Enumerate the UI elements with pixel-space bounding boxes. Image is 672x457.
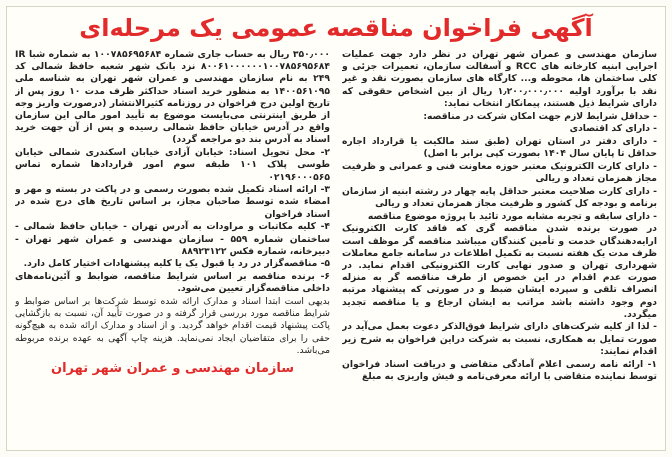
left-column — [15, 49, 330, 444]
tender-notice — [6, 6, 666, 451]
paragraph: در صورت برنده شدن مناقصه گری که فاقد کارت الکترونیک ارایه‌دهندگان خدمت و تأمین کنندگان میباشد مناقصه گر موظف است ظرف مدت یک هفته نسبت به تکمیل اطلاعات در سامانه جامع معاملات شهرداری تهران و صدور نهایی کارت الکترونیکی اقدام نماید. در صورت عدم اقدام در این خصوص از طرف مناقصه گر به منزله انصراف تلقی و سپرده ایشان ضبط و در صورتی که پیشنهاد مرتبه دوم وجود داشته باشد مراتب به ایشان ارجاع و یا مناقصه تجدید میگردد. — [342, 223, 657, 320]
paragraph: - دارای دفتر در استان تهران (طبق سند مالکیت یا قرارداد اجاره حداقل تا پایان سال ۱۴۰۴ بصورت کپی برابر با اصل) — [342, 135, 657, 160]
paragraph: - لذا از کلیه شرکت‌های دارای شرایط فوق‌الذکر دعوت بعمل می‌آید در صورت تمایل به همکاری، نسبت به شرکت دراین فراخوان به شرح زیر اقدام نمایند: — [342, 321, 657, 357]
notice-title: آگهی فراخوان مناقصه عمومی یک مرحله‌ای — [79, 14, 593, 42]
paragraph: ۱- ارائه نامه رسمی اعلام آمادگی متقاضی و دریافت اسناد فراخوان توسط نماینده متقاضی با ارائه معرفی‌نامه و فیش واریزی به مبلغ — [342, 358, 657, 382]
paragraph: - دارای کارت صلاحیت معتبر حداقل پایه چهار در رشته ابنیه از سازمان برنامه و بودجه کل کشور و ظرفیت مجاز همزمان تعداد و ریالی — [342, 185, 657, 209]
signature: سازمان مهندسی و عمران شهر تهران — [50, 361, 295, 377]
paragraph: - حداقل شرایط لازم جهت امکان شرکت در مناقصه: — [423, 110, 657, 122]
paragraph: بدیهی است ابتدا اسناد و مدارک ارائه شده توسط شرکت‌ها بر اساس ضوابط و شرایط مناقصه مورد بررسی قرار گرفته و در صورت تأیید آن، نسبت به بازگشایی پاکت پیشنهاد قیمت اقدام خواهد گردید. و از اسناد و مدارک ارائه شده به هیچ‌گونه حقی را برای متقاضیان ایجاد نمی‌نماید. هزینه چاپ آگهی به عهده برنده مربوطه می‌باشد. — [15, 296, 330, 356]
right-column — [342, 49, 657, 444]
notice-body — [15, 49, 657, 444]
paragraph: سازمان مهندسی و عمران شهر تهران در نظر دارد جهت عملیات اجرایی ابنیه کارخانه های RCC و آسفالت سازمان، تعمیرات جزئی و کلی ساختمان ها، محوطه و... کارگاه های سازمان بصورت نقد و غیر نقد با برآورد اولیه ۱٫۲۰۰٫۰۰۰٫۰۰۰ ریال از بین اشخاص حقوقی که دارای شرایط ذیل هستند، پیمانکار انتخاب نماید: — [342, 49, 657, 109]
paragraph: ۴- کلیه مکاتبات و مراودات به آدرس تهران - خیابان حافظ شمالی - ساختمان شماره ۵۵۹ - سازمان مهندسی و عمران شهر تهران - دبیرخانه، شماره فکس ۸۸۹۲۳۱۲۲ — [15, 221, 330, 257]
paragraph: ۵- مناقصه‌گزار در رد یا قبول یک یا کلیه پیشنهادات اختیار کامل دارد. — [23, 258, 330, 270]
paragraph: - دارای سابقه و تجربه مشابه مورد تائید با پروژه موضوع مناقصه — [367, 210, 657, 222]
paragraph: ۲- محل تحویل اسناد: خیابان آزادی خیابان اسکندری شمالی خیابان طوسی پلاک ۱۰۱ طبقه سوم امور قراردادها شماره تماس ۰۲۱۹۶۰۰۰۵۶۵ — [15, 147, 330, 183]
paragraph: - دارای کارت الکترونیک معتبر حوزه معاونت فنی و عمرانی و ظرفیت مجاز همزمان تعداد و ریالی — [342, 160, 657, 185]
paragraph: - دارای کد اقتصادی — [569, 123, 657, 135]
paragraph: ۳- ارائه اسناد تکمیل شده بصورت رسمی و در پاکت در بسته و مهر و امضاء شده توسط صاحبان مجاز، بر اساس تاریخ های درج شده در اسناد فراخوان — [15, 184, 330, 220]
paragraph: ۳۵۰٫۰۰۰ ریال به حساب جاری شماره ۱۰۰۷۸۵۶۹۵۶۸۴ به شماره شبا IR ۸۰۰۶۱۰۰۰۰۰۰۱۰۰۷۸۵۶۹۵۶۸۴ نزد بانک شهر شعبه حافظ شمالی کد ۲۴۹ به نام سازمان مهندسی و عمران شهر تهران به شناسه ملی ۱۴۰۰۵۶۱۰۹۵ به منظور خرید اسناد حداکثر ظرف مدت ۱۰ روز پس از تاریخ اولین درج فراخوان در روزنامه کثیرالانتشار (درصورت واریز وجه از طریق اینترنتی می‌بایست موضوع به تأیید امور مالی این سازمان واقع در آدرس خیابان حافظ شمالی رسیده و پس از آن جهت خرید اسناد به آدرس بند دو مراجعه گردد) — [15, 49, 330, 146]
paragraph: ۶- برنده مناقصه بر اساس شرایط مناقصه، ضوابط و آئین‌نامه‌های داخلی مناقصه‌گزار تعیین می‌شود. — [15, 271, 330, 295]
